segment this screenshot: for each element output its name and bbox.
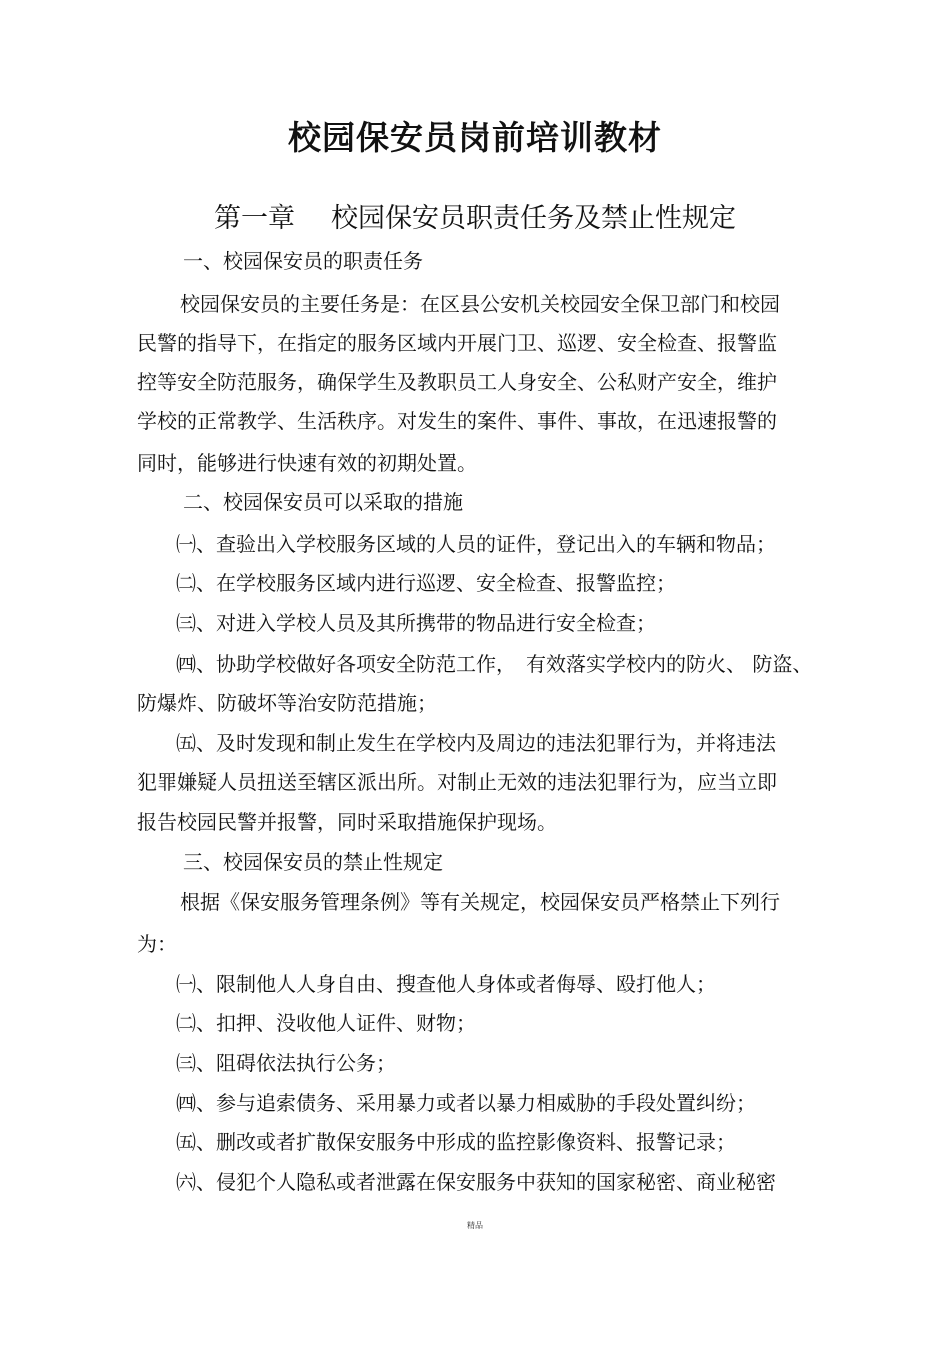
paragraph-line: 学校的正常教学、生活秩序。对发生的案件、事件、事故，在迅速报警的 <box>137 409 777 433</box>
list-item-continuation: 防爆炸、防破坏等治安防范措施； <box>137 691 437 715</box>
section-heading-prohibitions: 三、校园保安员的禁止性规定 <box>183 850 443 874</box>
paragraph-line: 民警的指导下，在指定的服务区域内开展门卫、巡逻、安全检查、报警监 <box>137 331 777 355</box>
list-item: ㈤、删改或者扩散保安服务中形成的监控影像资料、报警记录； <box>176 1130 736 1154</box>
document-title: 校园保安员岗前培训教材 <box>288 118 662 157</box>
paragraph-line: 为： <box>137 932 177 956</box>
list-item: ㈣、参与追索债务、采用暴力或者以暴力相威胁的手段处置纠纷； <box>176 1091 756 1115</box>
section-heading-duties: 一、校园保安员的职责任务 <box>183 249 423 273</box>
list-item: ㈢、对进入学校人员及其所携带的物品进行安全检查； <box>176 611 656 635</box>
section-heading-measures: 二、校园保安员可以采取的措施 <box>183 490 463 514</box>
list-item-continuation: 犯罪嫌疑人员扭送至辖区派出所。对制止无效的违法犯罪行为，应当立即 <box>137 770 777 794</box>
list-item-continuation: 报告校园民警并报警，同时采取措施保护现场。 <box>137 810 557 834</box>
page-footer: 精品 <box>467 1221 483 1230</box>
list-item: ㈣、协助学校做好各项安全防范工作， 有效落实学校内的防火、 防盗、 <box>176 652 813 676</box>
list-item: ㈠、限制他人人身自由、搜查他人身体或者侮辱、殴打他人； <box>176 972 716 996</box>
chapter-heading <box>0 196 950 235</box>
chapter-name: 校园保安员职责任务及禁止性规定 <box>331 203 736 234</box>
paragraph-line: 根据《保安服务管理条例》等有关规定，校园保安员严格禁止下列行 <box>180 890 780 914</box>
list-item: ㈤、及时发现和制止发生在学校内及周边的违法犯罪行为，并将违法 <box>176 731 776 755</box>
list-item: ㈥、侵犯个人隐私或者泄露在保安服务中获知的国家秘密、商业秘密 <box>176 1170 776 1194</box>
list-item: ㈢、阻碍依法执行公务； <box>176 1051 396 1075</box>
list-item: ㈡、扣押、没收他人证件、财物； <box>176 1011 476 1035</box>
paragraph-line: 同时，能够进行快速有效的初期处置。 <box>137 451 477 475</box>
list-item: ㈠、查验出入学校服务区域的人员的证件，登记出入的车辆和物品； <box>176 532 776 556</box>
list-item: ㈡、在学校服务区域内进行巡逻、安全检查、报警监控； <box>176 571 676 595</box>
chapter-number: 第一章 <box>214 203 295 234</box>
paragraph-line: 控等安全防范服务，确保学生及教职员工人身安全、公私财产安全，维护 <box>137 370 777 394</box>
paragraph-line: 校园保安员的主要任务是：在区县公安机关校园安全保卫部门和校园 <box>180 292 780 316</box>
